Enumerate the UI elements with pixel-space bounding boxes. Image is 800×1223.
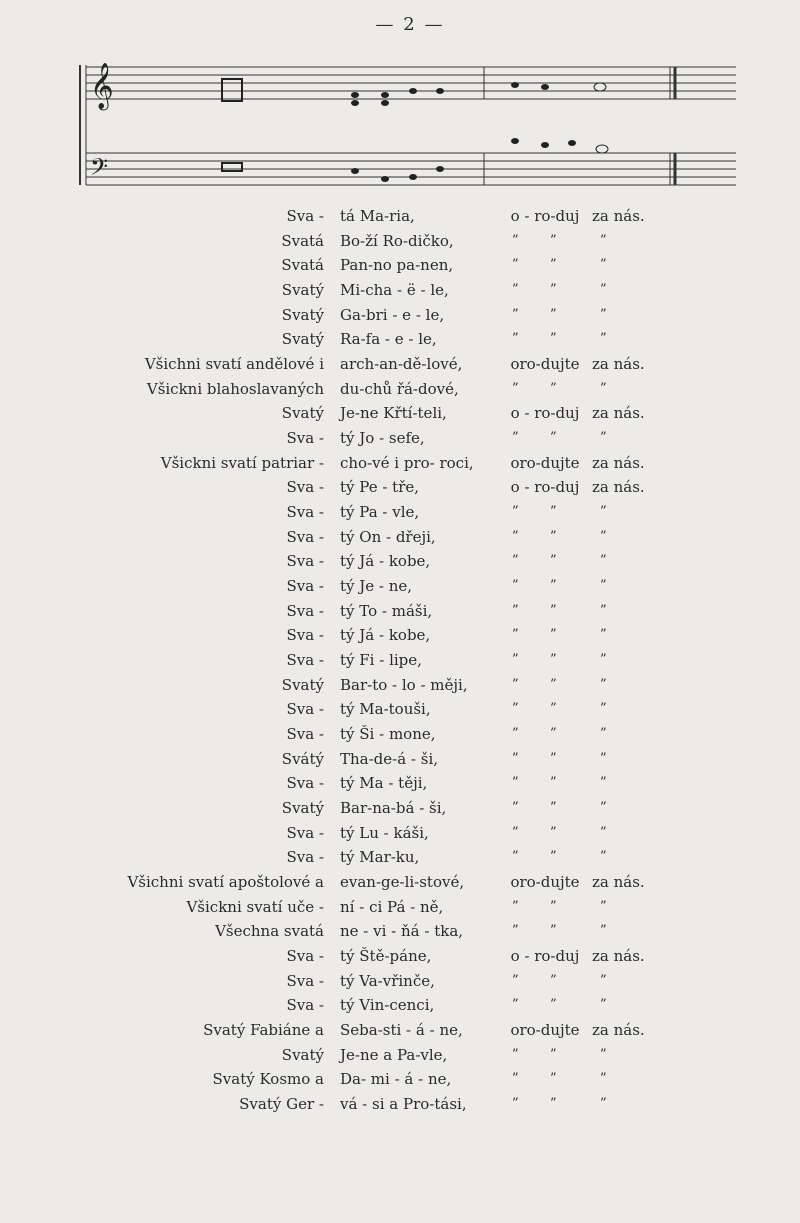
response-verb: oro-dujte [510,1021,580,1040]
ditto-mark: ” [600,1046,607,1062]
invocation-left: Sva - [286,626,324,645]
ditto-mark: ” [600,652,607,668]
litany-row [0,747,800,771]
ditto-mark: ” [512,232,519,248]
litany-row [0,525,800,549]
invocation-name: tý To - máši, [340,601,433,620]
ditto-mark: ” [600,923,607,939]
ditto-mark: ” [550,701,557,717]
invocation-name: vá - si a Pro-tási, [340,1095,467,1114]
invocation-name: Seba-sti - á - ne, [340,1021,463,1040]
invocation-left: Svatý [281,1045,324,1064]
litany-row [0,574,800,598]
ditto-mark: ” [600,282,607,297]
ditto-mark: ” [550,1046,557,1062]
invocation-left: Svatý [281,281,324,299]
litany-row [0,1018,800,1042]
ditto-mark: ” [550,898,557,914]
litany-row [0,253,800,277]
ditto-mark: ” [550,676,557,692]
ditto-mark: ” [512,898,519,914]
ditto-mark: ” [550,257,557,273]
litany-row [0,401,800,425]
invocation-left: Sva - [286,478,324,497]
invocation-left: Všickni blahoslavaných [146,379,324,398]
litany-row [0,451,800,475]
ditto-mark: ” [512,824,519,840]
ditto-mark: ” [600,701,607,717]
invocation-left: Svatý [281,799,324,818]
ditto-mark: ” [600,578,607,594]
ditto-mark: ” [512,972,519,988]
invocation-left: Sva - [286,503,324,522]
litany-row [0,919,800,943]
response-verb: o - ro-duj [510,947,580,966]
invocation-left: Všickni svatí uče - [186,897,324,916]
invocation-left: Sva - [286,651,324,670]
invocation-name: Bar-to - lo - měji, [340,675,468,694]
invocation-left: Sva - [286,947,324,966]
invocation-left: Sva - [286,552,324,571]
response-za-nas: za nás. [592,404,645,423]
litany-row [0,796,800,820]
response-verb: oro-dujte [510,453,580,472]
invocation-name: tý On - dřeji, [340,527,436,546]
response-verb: oro-dujte [510,873,580,892]
treble-clef-icon: 𝄞 [90,63,114,109]
ditto-mark: ” [550,997,557,1013]
invocation-name: cho-vé i pro- roci, [340,453,474,472]
ditto-mark: ” [512,306,519,322]
invocation-left: Sva - [286,700,324,719]
ditto-mark: ” [550,331,557,347]
invocation-name: tý Ma - těji, [340,774,428,793]
ditto-mark: ” [550,972,557,988]
invocation-name: tý Jo - sefe, [340,429,425,448]
ditto-mark: ” [600,602,607,618]
ditto-mark: ” [550,923,557,939]
ditto-mark: ” [600,257,607,273]
litany-row [0,377,800,401]
ditto-mark: ” [512,676,519,692]
litany-row [0,771,800,795]
litany-row [0,895,800,919]
ditto-mark: ” [550,504,557,520]
invocation-name: tý Pa - vle, [340,503,420,522]
ditto-mark: ” [550,232,557,248]
invocation-left: Svatá [281,231,324,250]
bass-clef-icon: 𝄢 [90,153,109,186]
litany-row [0,475,800,499]
litany-row [0,648,800,672]
invocation-left: Všichni svatí andělové i [144,355,324,374]
litany-row [0,426,800,450]
invocation-left: Svatý [281,330,324,349]
litany-row [0,303,800,327]
invocation-name: tý Fi - lipe, [340,651,422,670]
invocation-name: ní - ci Pá - ně, [340,897,444,916]
invocation-left: Sva - [286,971,324,990]
invocation-left: Svatý [281,404,324,423]
invocation-left: Sva - [286,848,324,867]
response-za-nas: za nás. [592,947,645,966]
litany-row [0,821,800,845]
invocation-name: evan-ge-li-stové, [340,873,465,892]
response-verb: o - ro-duj [510,404,580,423]
ditto-mark: ” [600,898,607,914]
ditto-mark: ” [512,1096,519,1112]
invocation-name: tý Je - ne, [340,577,413,596]
ditto-mark: ” [600,504,607,520]
ditto-mark: ” [512,726,519,742]
ditto-mark: ” [550,775,557,791]
ditto-mark: ” [600,232,607,248]
response-za-nas: za nás. [592,207,645,225]
invocation-left: Svatý Kosmo a [212,1070,324,1089]
invocation-name: tý Já - kobe, [340,552,431,571]
litany-row [0,327,800,351]
litany-row [0,870,800,894]
ditto-mark: ” [512,775,519,791]
ditto-mark: ” [512,1046,519,1062]
invocation-name: Pan-no pa-nen, [340,256,454,275]
litany-row [0,500,800,524]
ditto-mark: ” [600,676,607,692]
invocation-name: tý Mar-ku, [340,848,420,867]
ditto-mark: ” [600,824,607,840]
invocation-left: Všechna svatá [215,922,324,941]
invocation-name: Tha-de-á - ši, [340,749,439,768]
notes [222,79,608,182]
litany-row [0,278,800,302]
ditto-mark: ” [512,997,519,1013]
ditto-mark: ” [512,849,519,865]
ditto-mark: ” [600,972,607,988]
invocation-name: Ra-fa - e - le, [340,330,437,349]
litany-row [0,944,800,968]
ditto-mark: ” [550,1096,557,1112]
ditto-mark: ” [512,528,519,544]
ditto-mark: ” [600,553,607,569]
ditto-mark: ” [512,701,519,717]
invocation-left: Svatá [281,256,324,275]
ditto-mark: ” [550,553,557,569]
response-verb: o - ro-duj [510,207,580,225]
invocation-left: Všichni svatí apoštolové a [127,873,324,892]
invocation-left: Sva - [286,577,324,596]
invocation-name: Bo-ží Ro-dičko, [340,231,454,250]
ditto-mark: ” [512,331,519,347]
invocation-name: tý Vin-cenci, [340,996,435,1015]
ditto-mark: ” [600,306,607,322]
response-verb: oro-dujte [510,355,580,374]
invocation-name: du-chů řá-dové, [340,379,459,398]
ditto-mark: ” [550,627,557,643]
ditto-mark: ” [512,627,519,643]
ditto-mark: ” [550,578,557,594]
invocation-name: tý Lu - káši, [340,823,429,842]
response-za-nas: za nás. [592,355,645,374]
invocation-left: Sva - [286,527,324,546]
invocation-left: Sva - [286,725,324,744]
ditto-mark: ” [512,430,519,446]
litany-row [0,673,800,697]
invocation-left: Sva - [286,207,324,225]
ditto-mark: ” [600,800,607,816]
response-za-nas: za nás. [592,453,645,472]
ditto-mark: ” [600,528,607,544]
invocation-name: tý Ště-páne, [340,947,432,966]
ditto-mark: ” [550,528,557,544]
invocation-left: Svatý [281,305,324,324]
invocation-left: Sva - [286,429,324,448]
page-number: — 2 — [375,14,445,35]
invocation-name: tý Já - kobe, [340,626,431,645]
ditto-mark: ” [550,849,557,865]
invocation-left: Svatý Fabiáne a [203,1021,324,1040]
litany-row [0,722,800,746]
ditto-mark: ” [600,1071,607,1087]
ditto-mark: ” [512,750,519,766]
ditto-mark: ” [600,1096,607,1112]
invocation-name: Da- mi - á - ne, [340,1070,452,1089]
response-verb: o - ro-duj [510,478,580,497]
ditto-mark: ” [600,726,607,742]
litany-row [0,229,800,253]
ditto-mark: ” [512,504,519,520]
ditto-mark: ” [512,578,519,594]
ditto-mark: ” [600,849,607,865]
ditto-mark: ” [600,997,607,1013]
ditto-mark: ” [600,380,607,396]
invocation-name: tý Pe - tře, [340,478,420,497]
music-staff-system [0,55,800,205]
ditto-mark: ” [600,331,607,347]
invocation-left: Všickni svatí patriar - [160,453,324,472]
response-za-nas: za nás. [592,1021,645,1040]
litany-row [0,352,800,376]
invocation-left: Svatý [281,675,324,694]
ditto-mark: ” [600,750,607,766]
treble-staff [86,67,736,99]
litany-row [0,993,800,1017]
ditto-mark: ” [550,380,557,396]
invocation-name: Mi-cha - ë - le, [340,281,449,299]
response-za-nas: za nás. [592,873,645,892]
invocation-name: arch-an-dě-lové, [340,355,463,374]
invocation-left: Sva - [286,823,324,842]
invocation-name: ne - vi - ňá - tka, [340,922,464,941]
ditto-mark: ” [550,652,557,668]
litany-row [0,1067,800,1091]
ditto-mark: ” [512,257,519,273]
litany-row [0,845,800,869]
ditto-mark: ” [550,824,557,840]
invocation-name: tý Ši - mone, [340,725,436,744]
invocation-name: Je-ne Křtí-teli, [340,404,447,423]
ditto-mark: ” [512,923,519,939]
ditto-mark: ” [512,602,519,618]
ditto-mark: ” [550,306,557,322]
response-za-nas: za nás. [592,478,645,497]
ditto-mark: ” [512,1071,519,1087]
invocation-left: Sva - [286,601,324,620]
litany-row [0,1043,800,1067]
ditto-mark: ” [512,380,519,396]
ditto-mark: ” [512,652,519,668]
litany-row [0,623,800,647]
litany-row [0,969,800,993]
invocation-name: Ga-bri - e - le, [340,305,445,324]
invocation-left: Svatý Ger - [239,1095,324,1114]
ditto-mark: ” [600,430,607,446]
litany-row [0,1092,800,1116]
bass-staff [86,153,736,185]
ditto-mark: ” [512,553,519,569]
invocation-name: tý Va-vřinče, [340,971,435,990]
invocation-left: Sva - [286,774,324,793]
invocation-name: tá Ma-ria, [340,207,415,225]
invocation-left: Svátý [281,749,324,768]
litany-row [0,697,800,721]
ditto-mark: ” [600,775,607,791]
ditto-mark: ” [550,1071,557,1087]
ditto-mark: ” [550,282,557,297]
invocation-name: Bar-na-bá - ši, [340,799,447,818]
ditto-mark: ” [550,800,557,816]
invocation-name: tý Ma-touši, [340,700,431,719]
invocation-name: Je-ne a Pa-vle, [340,1045,448,1064]
ditto-mark: ” [550,750,557,766]
litany-row [0,549,800,573]
litany-row [0,204,800,228]
ditto-mark: ” [512,282,519,297]
ditto-mark: ” [550,602,557,618]
ditto-mark: ” [600,627,607,643]
ditto-mark: ” [550,430,557,446]
ditto-mark: ” [512,800,519,816]
invocation-left: Sva - [286,996,324,1015]
litany-row [0,599,800,623]
ditto-mark: ” [550,726,557,742]
